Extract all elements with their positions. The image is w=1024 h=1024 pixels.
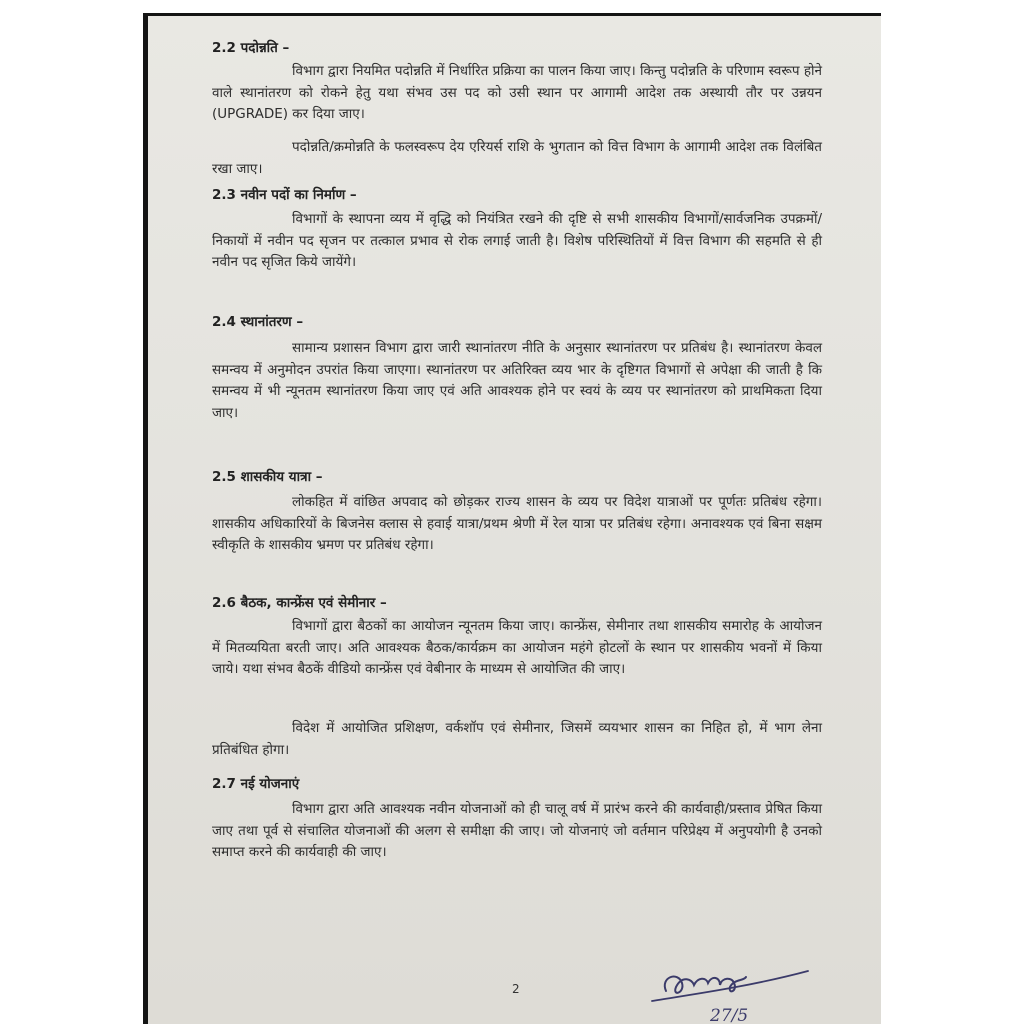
section-heading-2-2: 2.2 पदोन्नति – — [212, 40, 290, 56]
section-2-4-paragraph-1: सामान्य प्रशासन विभाग द्वारा जारी स्थानांतरण नीति के अनुसार स्थानांतरण पर प्रतिबंध है। स्थानांतरण केवल समन्वय में अनुमोदन उपरांत किया जाएगा। स्थानांतरण पर अतिरिक्त व्यय भार के दृष्टिगत विभागों से अपेक्षा की जाती है कि समन्वय में भी न्यूनतम स्थानांतरण किया जाए एवं अति आवश्यक होने पर स्वयं के व्यय पर स्थानांतरण को प्राथमिकता दिया जाए। — [212, 340, 822, 421]
document-page — [148, 16, 881, 1024]
section-heading-2-6: 2.6 बैठक, कान्फ्रेंस एवं सेमीनार – — [212, 595, 387, 611]
section-heading-2-5: 2.5 शासकीय यात्रा – — [212, 469, 323, 485]
section-2-2-paragraph-1: विभाग द्वारा नियमित पदोन्नति में निर्धारित प्रक्रिया का पालन किया जाए। किन्तु पदोन्नति के परिणाम स्वरूप होने वाले स्थानांतरण को रोकने हेतु यथा संभव उस पद को उसी स्थान पर आगामी आदेश तक अस्थायी तौर पर उन्नयन (UPGRADE) कर दिया जाए। — [212, 63, 822, 122]
section-2-6-paragraph-1: विभागों द्वारा बैठकों का आयोजन न्यूनतम किया जाए। कान्फ्रेंस, सेमीनार तथा शासकीय समारोह के आयोजन में मितव्ययिता बरती जाए। अति आवश्यक बैठक/कार्यक्रम का आयोजन महंगे होटलों के स्थान पर शासकीय भवनों में किया जाये। यथा संभव बैठकें वीडियो कान्फ्रेंस एवं वेबीनार के माध्यम से आयोजित की जाए। — [212, 618, 822, 677]
section-2-3-paragraph-1: विभागों के स्थापना व्यय में वृद्धि को नियंत्रित रखने की दृष्टि से सभी शासकीय विभागों/सार्वजनिक उपक्रमों/निकायों में नवीन पद सृजन पर तत्काल प्रभाव से रोक लगाई जाती है। विशेष परिस्थितियों में वित्त विभाग की सहमति से ही नवीन पद सृजित किये जायेंगे। — [212, 211, 822, 270]
handwritten-signature — [648, 951, 828, 1024]
section-2-6-paragraph-2: विदेश में आयोजित प्रशिक्षण, वर्कशॉप एवं सेमीनार, जिसमें व्ययभार शासन का निहित हो, में भाग लेना प्रतिबंधित होगा। — [212, 720, 822, 758]
section-heading-2-7: 2.7 नई योजनाएं — [212, 776, 300, 792]
signature-date: 27/5 — [710, 1006, 749, 1024]
page-number: 2 — [512, 982, 520, 996]
section-2-5-paragraph-1: लोकहित में वांछित अपवाद को छोड़कर राज्य शासन के व्यय पर विदेश यात्राओं पर पूर्णतः प्रतिबंध रहेगा। शासकीय अधिकारियों के बिजनेस क्लास से हवाई यात्रा/प्रथम श्रेणी में रेल यात्रा पर प्रतिबंध रहेगा। अनावश्यक एवं बिना सक्षम स्वीकृति के शासकीय भ्रमण पर प्रतिबंध रहेगा। — [212, 494, 822, 553]
section-heading-2-3: 2.3 नवीन पदों का निर्माण – — [212, 187, 357, 203]
section-2-2-paragraph-2: पदोन्नति/क्रमोन्नति के फलस्वरूप देय एरियर्स राशि के भुगतान को वित्त विभाग के आगामी आदेश तक विलंबित रखा जाए। — [212, 139, 822, 177]
section-heading-2-4: 2.4 स्थानांतरण – — [212, 314, 304, 330]
section-2-7-paragraph-1: विभाग द्वारा अति आवश्यक नवीन योजनाओं को ही चालू वर्ष में प्रारंभ करने की कार्यवाही/प्रस्ताव प्रेषित किया जाए तथा पूर्व से संचालित योजनाओं की अलग से समीक्षा की जाए। जो योजनाएं जो वर्तमान परिप्रेक्ष्य में अनुपयोगी है उनको समाप्त करने की कार्यवाही की जाए। — [212, 801, 822, 860]
